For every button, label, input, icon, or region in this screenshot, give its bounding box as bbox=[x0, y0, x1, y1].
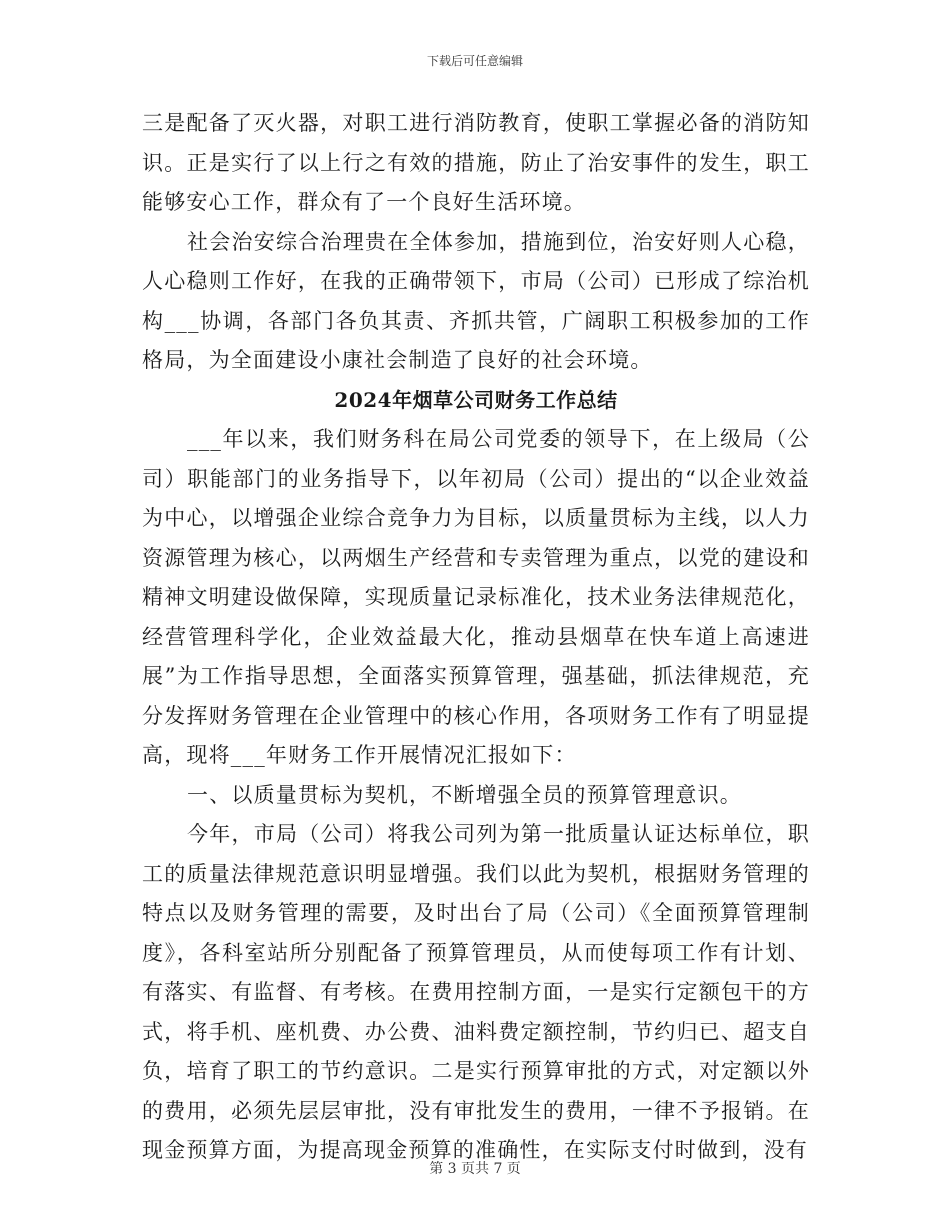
page-footer: 第 3 页共 7 页 bbox=[429, 1161, 521, 1177]
paragraph-fire-safety: 三是配备了灭火器，对职工进行消防教育，使职工掌握必备的消防知识。正是实行了以上行之有效的措施，防止了治安事件的发生，职工能够安心工作，群众有了一个良好生活环境。 bbox=[142, 111, 810, 214]
document-body bbox=[142, 104, 810, 1171]
page-header: 下载后可任意编辑 bbox=[426, 54, 523, 68]
paragraph-intro: ___年以来，我们财务科在局公司党委的领导下，在上级局（公司）职能部门的业务指导下，以年初局（公司）提出的“以企业效益为中心，以增强企业综合竞争力为目标，以质量贯标为主线，以人力资源管理为核心，以两烟生产经营和专卖管理为重点，以党的建设和精神文明建设做保障，实现质量记录标准化，技术业务法律规范化，经营管理科学化，企业效益最大化，推动县烟草在快车道上高速进展”为工作指导思想，全面落实预算管理，强基础，抓法律规范，充分发挥财务管理在企业管理中的核心作用，各项财务工作有了明显提高，现将___年财务工作开展情况汇报如下： bbox=[142, 427, 810, 767]
paragraph-budget: 今年，市局（公司）将我公司列为第一批质量认证达标单位，职工的质量法律规范意识明显增强。我们以此为契机，根据财务管理的特点以及财务管理的需要，及时出台了局（公司）《全面预算管理制度》，各科室站所分别配备了预算管理员，从而使每项工作有计划、有落实、有监督、有考核。在费用控制方面，一是实行定额包干的方式，将手机、座机费、办公费、油料费定额控制，节约归已、超支自负，培育了职工的节约意识。二是实行预算审批的方式，对定额以外的费用，必须先层层审批，没有审批发生的费用，一律不予报销。在现金预算方面，为提高现金预算的准确性，在实际支付时做到，没有 bbox=[142, 822, 810, 1162]
paragraph-heading-one: 一、以质量贯标为契机，不断增强全员的预算管理意识。 bbox=[187, 782, 742, 807]
section-title: 2024年烟草公司财务工作总结 bbox=[334, 387, 618, 412]
paragraph-public-security: 社会治安综合治理贵在全体参加，措施到位，治安好则人心稳，人心稳则工作好，在我的正确带领下，市局（公司）已形成了综治机构___协调，各部门各负其责、齐抓共管，广阔职工积极参加的工作格局，为全面建设小康社会制造了良好的社会环境。 bbox=[142, 229, 810, 372]
